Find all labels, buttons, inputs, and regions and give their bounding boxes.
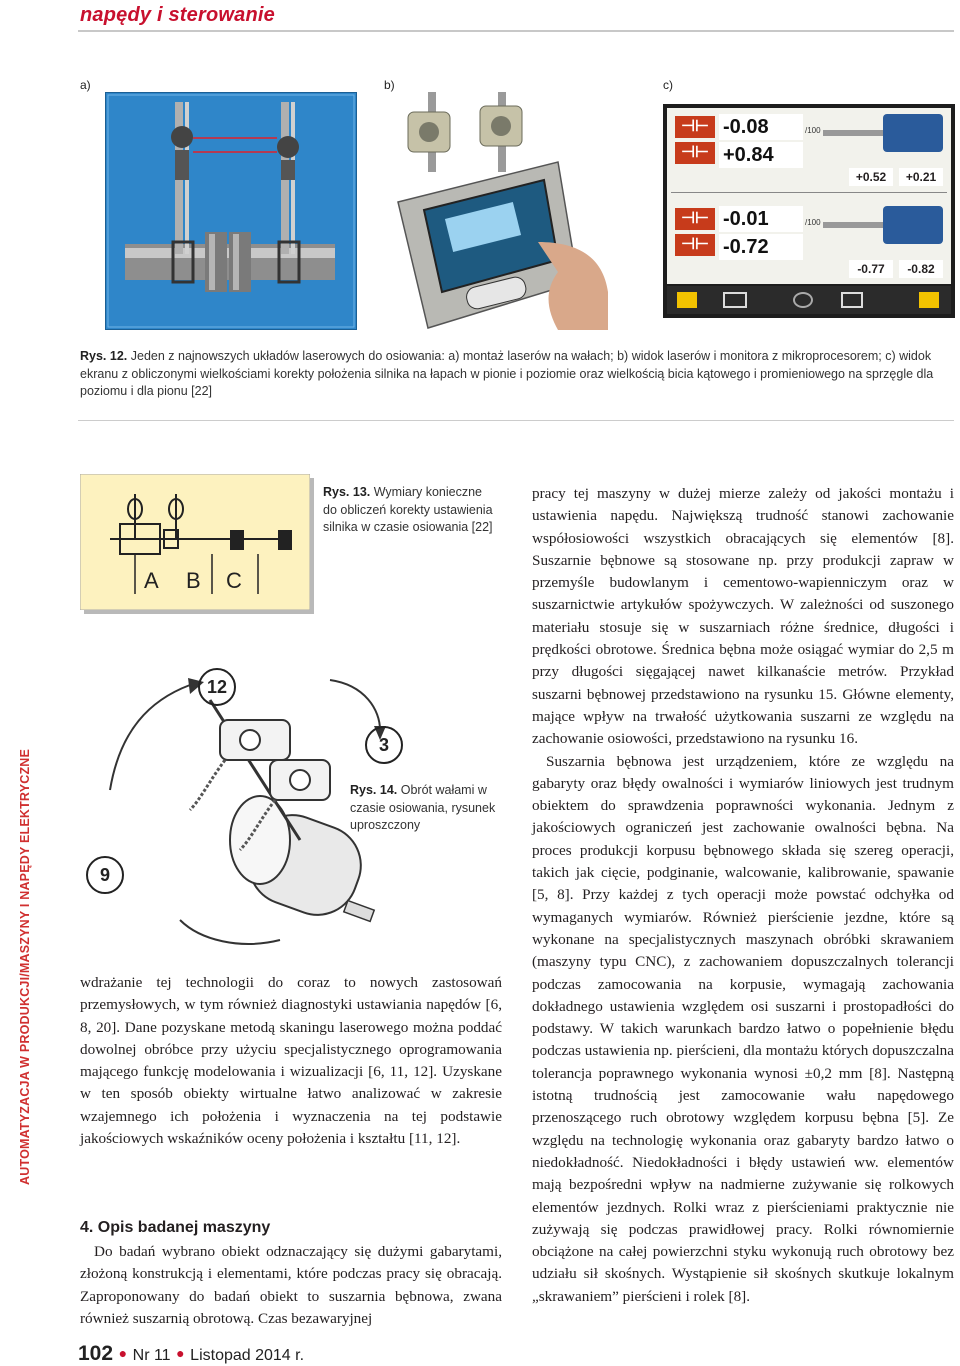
rotation-marker-9: 9: [86, 856, 124, 894]
vertical-correction-icon-2: ⊣⊢: [675, 208, 715, 230]
fig13-dimensions-diagram: [80, 474, 310, 610]
section-header-title: napędy i sterowanie: [80, 4, 275, 26]
dimension-label-b: B: [186, 568, 201, 593]
left-column: [80, 972, 502, 1150]
fig14-caption-number: Rys. 14.: [350, 783, 398, 797]
rotation-marker-12: 12: [198, 668, 236, 706]
shaft-icon-bottom: [823, 222, 883, 228]
confirm-icon: [919, 292, 939, 308]
motor-icon-bottom: [883, 206, 943, 244]
rotate-icon: [793, 292, 813, 308]
footer-bullet: ●: [118, 1345, 128, 1361]
section-heading-4: 4. Opis badanej maszyny: [80, 1219, 271, 1236]
fig12a-laser-mount-illustration: [105, 92, 357, 330]
fig12b-monitor-photo: [388, 92, 608, 330]
screen-divider: [671, 192, 947, 193]
horizontal-correction-icon: ⊣⊢: [675, 142, 715, 164]
shaft-icon-top: [823, 130, 883, 136]
exit-icon: [677, 292, 697, 308]
fig12-label-a: a): [80, 78, 91, 92]
fig14-caption-text: Obrót wałami w czasie osiowania, rysunek uproszczony: [350, 783, 496, 832]
header-rule: [78, 30, 954, 32]
screen-value-bottom-3: -0.77: [849, 260, 893, 278]
screen-value-top-1: -0.08: [719, 114, 803, 140]
fig13-caption-number: Rys. 13.: [323, 485, 371, 499]
right-column: [532, 483, 954, 1308]
settings-icon: [841, 292, 863, 308]
fig12-caption-number: Rys. 12.: [80, 349, 128, 363]
screen-value-bottom-1: -0.01: [719, 206, 803, 232]
right-paragraph-1: pracy tej maszyny w dużej mierze zależy od jakości montażu i ustawienia napędu. Największą trudność stanowi zachowanie współosiowości wszystkich obracających się elementów [8]. Suszarnie bębnowe są stosowane np. przy produkcji zapraw w przemyśle budowlanym i cementowo-wapienniczym oraz w suszarnictwie artykułów spożywczych. W zależności od suszonego materiału stosuje się w suszarniach różne średnice, długości i prędkości obrotowe. Średnica bębna może osiągać wymiar do 2,5 m przy długości sięgającej nawet kilkanaście metrów. Przykład suszarni bębnowej przedstawiono na rysunku 15. Główne elementy, mające wpływ na trwałość użytkowania suszarni ze względu na zachowanie osiowości, przedstawiono na rysunku 16.: [532, 485, 954, 748]
fig12-label-c: c): [663, 78, 673, 92]
dimension-label-a: A: [144, 568, 159, 593]
fig13-caption: [323, 484, 493, 537]
fig12-label-b: b): [384, 78, 395, 92]
dimension-label-c: C: [226, 568, 242, 593]
left-column-section: [80, 1241, 502, 1330]
screen-value-top-2: +0.84: [719, 142, 803, 168]
rotation-marker-3: 3: [365, 726, 403, 764]
screen-value-bottom-4: -0.82: [899, 260, 943, 278]
motor-icon-top: [883, 114, 943, 152]
fig14-caption: [350, 782, 500, 835]
screen-unit-top: /100: [805, 126, 821, 135]
screen-unit-bottom: /100: [805, 218, 821, 227]
screen-value-bottom-2: -0.72: [719, 234, 803, 260]
measure-icon: [723, 292, 747, 308]
screen-value-top-3: +0.52: [849, 168, 893, 186]
side-section-banner: AUTOMATYZACJA W PRODUKCJI/MASZYNY I NAPĘDY ELEKTRYCZNE: [18, 748, 32, 1185]
issue-date: Listopad 2014 r.: [190, 1347, 305, 1364]
left-paragraph-1: wdrażanie tej technologii do coraz to nowych zastosowań przemysłowych, w tym również diagnostyki ustawiania napędów [6, 8, 20]. Dane pozyskane metodą skaningu laserowego można poddać dowolnej obróbce przy użyciu specjalistycznego oprogramowania mającego funkcję modelowania i wizualizacji [6, 11, 12]. Uzyskane w ten sposób obiekty wirtualne łatwo analizować w zakresie wzajemnego ich położenia i wyznaczenia na tej podstawie jakościowych wskaźników oceny położenia i kształtu [11, 12].: [80, 974, 502, 1148]
right-paragraph-2: Suszarnia bębnowa jest urządzeniem, które ze względu na gabaryty oraz błędy owalności i wymiarów liniowych jest trudnym obiektem do sprawdzenia poprawności wykonania. Jednym z jakościowych ograniczeń jest zachowanie owalności bębna. Na proces produkcji korpusu bębnowego składa się szereg operacji, takich jak cięcie, podginanie, walcowanie, kalibrowanie, spawanie [5, 8]. Przy każdej z tych operacji może powstać odchyłka od wymaganych wymiarów. Również pierścienie jezdne, które są wykonane na specjalistycznych maszynach obróbki skrawaniem (maszyny typu CNC), z zachowaniem dopuszczalnych tolerancji podczas zamocowania na korpusie, wymagają zachowania dokładnego ustawienia względem osi suszarni i prostopadłości do podstawy. W takich warunkach bardzo łatwo o popełnienie błędu podczas ustawienia np. pierścieni, dla montażu których dopuszczalna tolerancja poprawnego wykonania wynosi ±0,2 mm [8]. Następną istotną trudnością jest zamocowanie wału napędowego przenoszącego ruch obrotowy względem korpusu bębna [5]. Ze względu na technologię wykonania oraz gabaryty bardzo łatwo o niedokładność. Niedokładności i błędy ustawień ww. elementów mają bezpośredni wpływ na nadmierne zużywanie się rolkowych elementów jezdnych. Rolki wraz z pierścieniami praktycznie nie zużywają się podczas prawidłowej pracy. Rolki równomiernie obciążone na całej powierzchni styku wykonują ruch obrotowy bez udziału sił skośnych. Wystąpienie sił skośnych skutkuje lokalnym „skrawaniem” pierścieni i rolek [8].: [532, 752, 954, 1305]
fig13-caption-text: Wymiary konieczne do obliczeń korekty ustawienia silnika w czasie osiowania [22]: [323, 485, 493, 534]
left-paragraph-2: Do badań wybrano obiekt odznaczający się dużymi gabarytami, złożoną konstrukcją i elementami, które podczas pracy się obracają. Zaproponowany do badań obiekt to suszarnia bębnowa, zwana również suszarnią obrotową. Czas bezawaryjnej: [80, 1243, 502, 1327]
page-number: 102: [78, 1342, 114, 1365]
fig12-caption-text: Jeden z najnowszych układów laserowych do osiowania: a) montaż laserów na wałach; b) widok laserów i monitora z mikroprocesorem; c) widok ekranu z obliczonymi wielkościami korekty położenia silnika na łapach w pionie i poziomie oraz wielkością bicia kątowego i promieniowego na sprzęgle dla poziomu i dla pionu [22]: [80, 349, 934, 398]
fig12c-alignment-screen: [663, 104, 955, 318]
caption-rule: [78, 420, 954, 421]
page-footer: [78, 1342, 304, 1366]
screen-value-top-4: +0.21: [899, 168, 943, 186]
issue-number: Nr 11: [132, 1347, 171, 1364]
horizontal-correction-icon-2: ⊣⊢: [675, 234, 715, 256]
fig12-caption: [80, 348, 952, 401]
footer-bullet-2: ●: [176, 1345, 185, 1361]
vertical-correction-icon: ⊣⊢: [675, 116, 715, 138]
